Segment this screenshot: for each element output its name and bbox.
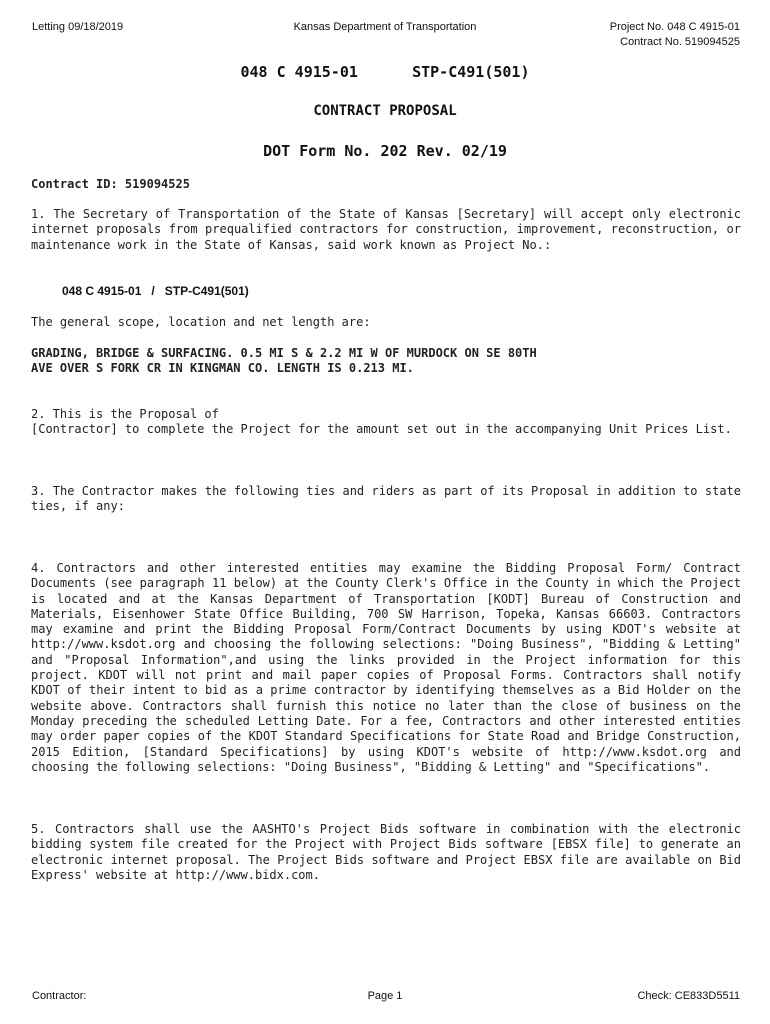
footer-check-code: Check: CE833D5511 xyxy=(637,990,740,1002)
scope-description: GRADING, BRIDGE & SURFACING. 0.5 MI S & 2.2 MI W OF MURDOCK ON SE 80TH AVE OVER S FORK CR IN KINGMAN CO. LENGTH IS 0.213 MI. xyxy=(31,346,537,376)
project-title-line: 048 C 4915-01 STP-C491(501) xyxy=(240,63,530,81)
form-number-heading: DOT Form No. 202 Rev. 02/19 xyxy=(263,142,507,160)
scope-intro: The general scope, location and net length are: xyxy=(31,315,371,329)
project-numbers: 048 C 4915-01 / STP-C491(501) xyxy=(62,284,249,298)
header-contract-no: Contract No. 519094525 xyxy=(620,36,740,48)
paragraph-1: 1. The Secretary of Transportation of the State of Kansas [Secretary] will accept only electronic internet proposals from prequalified contractors for construction, improvement, reconstruction, or maintenance work in the State of Kansas, said work known as Project No.: xyxy=(31,207,741,252)
paragraph-2 xyxy=(31,407,741,438)
paragraph-2-line-1: 2. This is the Proposal of xyxy=(31,407,219,421)
footer-contractor-label: Contractor: xyxy=(32,990,87,1002)
footer-page-number: Page 1 xyxy=(367,990,403,1002)
paragraph-3: 3. The Contractor makes the following ties and riders as part of its Proposal in addition to state ties, if any: xyxy=(31,484,741,514)
paragraph-4: 4. Contractors and other interested entities may examine the Bidding Proposal Form/ Contract Documents (see paragraph 11 below) at the County Clerk's Office in the County in which the Project is located and at the Kansas Department of Transportation [KODT] Bureau of Construction and Materials, Eisenhower State Office Building, 700 SW Harrison, Topeka, Kansas 66603. Contractors may examine and print the Bidding Proposal Form/Contract Documents by using KDOT's website at http://www.ksdot.org and choosing the following selections: "Doing Business", "Bidding & Letting" and "Proposal Information",and using the links provided in the Project information for this project. KDOT will not print and mail paper copies of Proposal Forms. Contractors shall notify KDOT of their intent to bid as a prime contractor by identifying themselves as a Bid Holder on the website above. Contractors shall furnish this notice no later than the close of business on the Monday preceding the scheduled Letting Date. For a fee, Contractors and other interested entities may order paper copies of the KDOT Standard Specifications for State Road and Bridge Construction, 2015 Edition, [Standard Specifications] by using KDOT's website of http://www.ksdot.org and choosing the following selections: "Doing Business", "Bidding & Letting" and "Specifications". xyxy=(31,561,741,774)
paragraph-2-line-2: [Contractor] to complete the Project for the amount set out in the accompanying Unit Prices List. xyxy=(31,422,732,437)
letting-date: Letting 09/18/2019 xyxy=(32,21,124,33)
agency-name: Kansas Department of Transportation xyxy=(293,21,477,33)
header-project-info xyxy=(610,20,740,50)
contract-proposal-heading: CONTRACT PROPOSAL xyxy=(313,103,457,119)
contract-id: Contract ID: 519094525 xyxy=(31,177,190,191)
paragraph-5: 5. Contractors shall use the AASHTO's Project Bids software in combination with the electronic bidding system file created for the Project with Project Bids software [EBSX file] to generate an electronic internet proposal. The Project Bids software and Project EBSX file are available on Bid Express' website at http://www.bidx.com. xyxy=(31,822,741,882)
header-project-no: Project No. 048 C 4915-01 xyxy=(609,21,740,33)
